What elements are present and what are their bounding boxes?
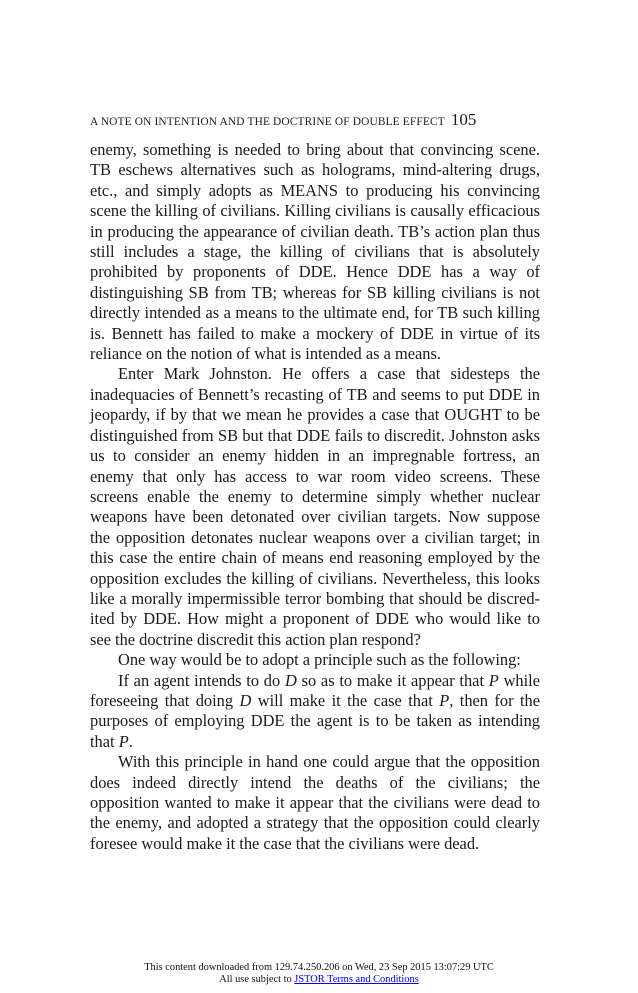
principle-text-5: , then for the purposes of employing DDE the agent is to be taken as intending that [90, 690, 540, 751]
page-number: 105 [450, 110, 477, 129]
jstor-terms-link[interactable]: JSTOR Terms and Conditions [294, 974, 419, 985]
principle-text-4: will make it the case that [251, 690, 440, 710]
principle-var-d: D [239, 690, 252, 710]
paragraph-1: enemy, something is needed to bring about that convincing scene. TB eschews alternatives such as holograms, mind-altering drugs, etc., and simply adopts as MEANS to producing his convincing scene the killing of civilians. Killing civilians is causally efficacious in producing the appearance of civilian death. TB’s action plan thus still includes a stage, the killing of civilians that is absolutely prohibited by proponents of DDE. Hence DDE has a way of distinguishing SB from TB; whereas for SB killing civilians is not directly intended as a means to the ultimate end, for TB such killing is. Bennett has failed to make a mockery of DDE in virtue of its reliance on the notion of what is intended as a means. [90, 140, 540, 364]
body-text [90, 140, 540, 854]
principle-var-p: P [439, 690, 450, 710]
principle-text-2: so as to make it appear that [296, 670, 489, 690]
principle-text-6: . [128, 731, 133, 751]
principle-var-p: P [118, 731, 129, 751]
paragraph-4-principle [90, 671, 540, 753]
principle-text-3: while foreseeing that doing [90, 670, 540, 710]
paragraph-3: One way would be to adopt a principle such as the following: [118, 650, 521, 670]
terms-prefix: All use subject to [219, 974, 295, 985]
running-title: A NOTE ON INTENTION AND THE DOCTRINE OF DOUBLE EFFECT [90, 116, 445, 128]
paragraph-5: With this principle in hand one could argue that the opposition does indeed directly intend the deaths of the civilians; the opposition wanted to make it appear that the civilians were dead to the enemy, and adopted a strategy that the opposition could clearly foresee would make it the case that the civilians were dead. [90, 752, 540, 853]
principle-var-d: D [284, 670, 297, 690]
principle-text-1: If an agent intends to do [118, 670, 285, 690]
principle-var-p: P [488, 670, 499, 690]
running-head [90, 110, 540, 132]
paragraph-2: Enter Mark Johnston. He offers a case that sidesteps the inadequacies of Bennett’s recasting of TB and seems to put DDE in jeopardy, if by that we mean he provides a case that OUGHT to be distinguished from SB but that DDE fails to discredit. Johnston asks us to consider an enemy hidden in an impregnable fortress, an enemy that only has access to war room video screens. These screens enable the enemy to determine simply whether nuclear weapons have been detonated over civilian targets. Now suppose the opposition detonates nuclear weapons over a civilian target; in this case the entire chain of means end reasoning employed by the opposition excludes the killing of civilians. Nevertheless, this looks like a morally impermissible terror bombing that should be discredited by DDE. How might a proponent of DDE who would like to see the doctrine discredit this action plan respond? [90, 364, 540, 649]
download-notice: This content downloaded from 129.74.250.206 on Wed, 23 Sep 2015 13:07:29 UTC [144, 962, 494, 973]
terms-line [0, 974, 638, 986]
jstor-footer [0, 962, 638, 986]
